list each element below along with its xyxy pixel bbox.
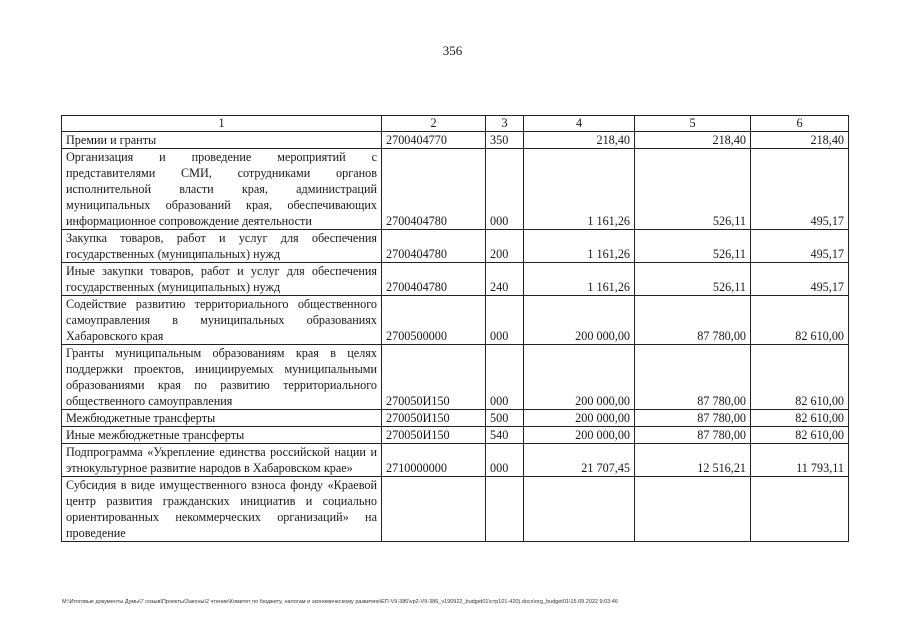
expense-type-cell: 200 bbox=[486, 230, 524, 263]
amount-year-3-cell: 82 610,00 bbox=[751, 427, 849, 444]
page-number: 356 bbox=[442, 43, 463, 58]
target-code-cell: 2710000000 bbox=[382, 444, 486, 477]
amount-year-1-cell: 1 161,26 bbox=[524, 230, 635, 263]
budget-table bbox=[61, 115, 849, 542]
amount-year-3-cell: 82 610,00 bbox=[751, 345, 849, 410]
header-cell: 5 bbox=[635, 116, 751, 132]
target-code-cell: 270050И150 bbox=[382, 427, 486, 444]
amount-year-3-cell: 495,17 bbox=[751, 263, 849, 296]
table-row bbox=[62, 296, 849, 345]
table-row bbox=[62, 230, 849, 263]
row-name-cell: Межбюджетные трансферты bbox=[62, 410, 382, 427]
amount-year-1-cell: 218,40 bbox=[524, 132, 635, 149]
expense-type-cell bbox=[486, 477, 524, 542]
expense-type-cell: 000 bbox=[486, 345, 524, 410]
table-row bbox=[62, 477, 849, 542]
amount-year-3-cell bbox=[751, 477, 849, 542]
amount-year-2-cell: 87 780,00 bbox=[635, 345, 751, 410]
amount-year-2-cell: 526,11 bbox=[635, 230, 751, 263]
table-row bbox=[62, 263, 849, 296]
amount-year-1-cell: 1 161,26 bbox=[524, 263, 635, 296]
amount-year-2-cell: 87 780,00 bbox=[635, 296, 751, 345]
amount-year-1-cell: 200 000,00 bbox=[524, 427, 635, 444]
target-code-cell: 270050И150 bbox=[382, 345, 486, 410]
header-cell: 1 bbox=[62, 116, 382, 132]
header-cell: 6 bbox=[751, 116, 849, 132]
row-name-cell: Организация и проведение мероприятий с представителями СМИ, сотрудниками органов исполнительной власти края, администраций муниципальных образований края, обеспечивающих информационное сопровождение деятельности bbox=[62, 149, 382, 230]
expense-type-cell: 500 bbox=[486, 410, 524, 427]
header-cell: 2 bbox=[382, 116, 486, 132]
amount-year-3-cell: 82 610,00 bbox=[751, 410, 849, 427]
amount-year-3-cell: 11 793,11 bbox=[751, 444, 849, 477]
amount-year-1-cell: 200 000,00 bbox=[524, 345, 635, 410]
row-name-cell: Иные закупки товаров, работ и услуг для обеспечения государственных (муниципальных) нужд bbox=[62, 263, 382, 296]
row-name-cell: Подпрограмма «Укрепление единства российской нации и этнокультурное развитие народов в Хабаровском крае» bbox=[62, 444, 382, 477]
expense-type-cell: 350 bbox=[486, 132, 524, 149]
header-cell: 3 bbox=[486, 116, 524, 132]
row-name-cell: Закупка товаров, работ и услуг для обеспечения государственных (муниципальных) нужд bbox=[62, 230, 382, 263]
amount-year-2-cell: 87 780,00 bbox=[635, 410, 751, 427]
amount-year-3-cell: 82 610,00 bbox=[751, 296, 849, 345]
row-name-cell: Гранты муниципальным образованиям края в целях поддержки проектов, инициируемых муниципальными образованиями края по развитию территориального общественного самоуправления bbox=[62, 345, 382, 410]
amount-year-2-cell: 87 780,00 bbox=[635, 427, 751, 444]
amount-year-2-cell: 526,11 bbox=[635, 263, 751, 296]
table-row bbox=[62, 444, 849, 477]
row-name-cell: Субсидия в виде имущественного взноса фонду «Краевой центр развития гражданских инициатив и социально ориентированных некоммерческих организаций» на проведение bbox=[62, 477, 382, 542]
table-header-row bbox=[62, 116, 849, 132]
row-name-cell: Премии и гранты bbox=[62, 132, 382, 149]
amount-year-2-cell bbox=[635, 477, 751, 542]
file-path-footer: M:\Итоговые документы Думы\7 созыв\Проекты\Законы\2 чтение\Комитет по бюджету, налогам и экономическому развитию\ЕП-VII-386\vp2-VII-386_v190922_budget01\стр101-420).docx\org_budget01\15.09.2022 9:03:46 bbox=[62, 599, 618, 605]
target-code-cell: 2700404770 bbox=[382, 132, 486, 149]
table-row bbox=[62, 345, 849, 410]
header-cell: 4 bbox=[524, 116, 635, 132]
amount-year-2-cell: 218,40 bbox=[635, 132, 751, 149]
target-code-cell: 2700404780 bbox=[382, 263, 486, 296]
table-row bbox=[62, 410, 849, 427]
amount-year-1-cell bbox=[524, 477, 635, 542]
target-code-cell: 2700500000 bbox=[382, 296, 486, 345]
expense-type-cell: 240 bbox=[486, 263, 524, 296]
amount-year-3-cell: 218,40 bbox=[751, 132, 849, 149]
amount-year-1-cell: 200 000,00 bbox=[524, 296, 635, 345]
target-code-cell bbox=[382, 477, 486, 542]
table-row bbox=[62, 132, 849, 149]
target-code-cell: 2700404780 bbox=[382, 149, 486, 230]
amount-year-1-cell: 200 000,00 bbox=[524, 410, 635, 427]
amount-year-3-cell: 495,17 bbox=[751, 230, 849, 263]
amount-year-1-cell: 1 161,26 bbox=[524, 149, 635, 230]
amount-year-3-cell: 495,17 bbox=[751, 149, 849, 230]
table-row bbox=[62, 149, 849, 230]
expense-type-cell: 000 bbox=[486, 444, 524, 477]
amount-year-1-cell: 21 707,45 bbox=[524, 444, 635, 477]
amount-year-2-cell: 12 516,21 bbox=[635, 444, 751, 477]
row-name-cell: Содействие развитию территориального общественного самоуправления в муниципальных образованиях Хабаровского края bbox=[62, 296, 382, 345]
expense-type-cell: 000 bbox=[486, 149, 524, 230]
amount-year-2-cell: 526,11 bbox=[635, 149, 751, 230]
expense-type-cell: 540 bbox=[486, 427, 524, 444]
target-code-cell: 270050И150 bbox=[382, 410, 486, 427]
expense-type-cell: 000 bbox=[486, 296, 524, 345]
table-row bbox=[62, 427, 849, 444]
row-name-cell: Иные межбюджетные трансферты bbox=[62, 427, 382, 444]
target-code-cell: 2700404780 bbox=[382, 230, 486, 263]
